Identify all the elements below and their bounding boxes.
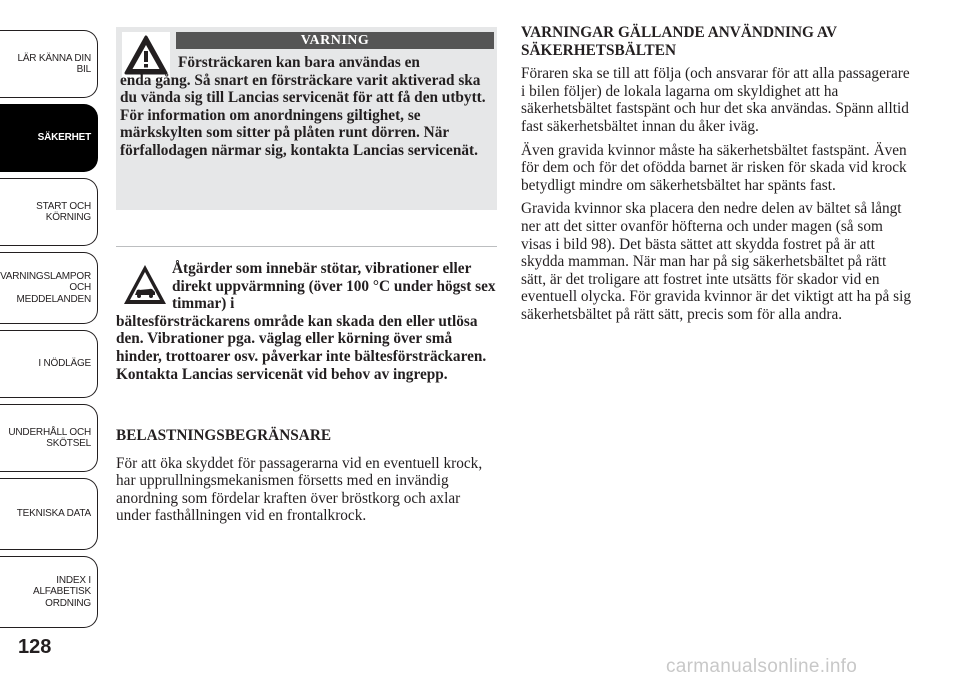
tab-index[interactable]: INDEX I ALFABETISK ORDNING	[0, 556, 98, 628]
watermark: carmanualsonline.info	[666, 656, 858, 677]
load-limiter-heading: BELASTNINGSBEGRÄNSARE	[116, 427, 332, 444]
page-number: 128	[18, 636, 52, 658]
caution-lead: Åtgärder som innebär stötar, vibrationer eller direkt uppvärmning (över 100 °C under högst sex timmar) i	[172, 260, 496, 313]
belt-warnings-heading: VARNINGAR GÄLLANDE ANVÄNDNING AV SÄKERHETSBÄLTEN	[521, 24, 837, 59]
section-divider	[116, 246, 497, 247]
caution-text	[116, 260, 496, 383]
load-limiter-section	[116, 427, 496, 531]
tab-emergency[interactable]: I NÖDLÄGE	[0, 330, 98, 398]
belt-warnings-paragraph: Föraren ska se till att följa (och ansvarar för att alla passagerare i bilen följer) de lokala lagarna om skyldighet att ha säkerhetsbältet fastspänt och hur det ska användas. Spänn alltid fast säkerhetsbältet innan du åker iväg.	[521, 65, 910, 135]
tab-safety[interactable]: SÄKERHET	[0, 104, 98, 172]
tab-start-driving[interactable]: START OCH KÖRNING	[0, 178, 98, 246]
warning-text	[120, 54, 494, 160]
tab-get-to-know-car[interactable]: LÄR KÄNNA DIN BIL	[0, 30, 98, 98]
tab-warning-lights[interactable]: VARNINGSLAMPOR OCH MEDDELANDEN	[0, 252, 98, 324]
warning-first-line: Försträckaren kan bara användas en	[178, 54, 420, 71]
load-limiter-body: För att öka skyddet för passagerarna vid en eventuell krock, har upprullningsmekanismen försetts med en invändig anordning som fördelar kraften över bröstkorg och axlar under fasthållningen vid en frontalkrock.	[116, 454, 483, 525]
tab-maintenance[interactable]: UNDERHÅLL OCH SKÖTSEL	[0, 404, 98, 472]
belt-warnings-paragraph: Även gravida kvinnor måste ha säkerhetsbältet fastspänt. Även för dem och för det ofödda barnet är risken för skada vid krock betydligt mindre om säkerhetsbältet har spänts fast.	[521, 141, 907, 194]
belt-warnings-paragraph: Gravida kvinnor ska placera den nedre delen av bältet så långt ner att det sitter ovanför höfterna och under magen (så som visas i bild 98). Det bästa sättet att skydda fostret på är att skydda mamman. När man har på sig säkerhetsbältet på rätt sätt, är det troligare att fostret inte utsätts för skador vid en eventuell olycka. För gravida kvinnor är det viktigt att ha på sig säkerhetsbältet på rätt sätt, precis som för alla andra.	[521, 200, 911, 323]
caution-body: bältesförsträckarens område kan skada den eller utlösa den. Vibrationer pga. väglag eller körning över små hinder, trottoarer osv. påverkar inte bältesförsträckaren. Kontakta Lancias servicenät vid behov av ingrepp.	[116, 312, 487, 383]
warning-banner: VARNING	[176, 32, 494, 49]
tab-technical-data[interactable]: TEKNISKA DATA	[0, 478, 98, 550]
warning-body: enda gång. Så snart en försträckare varit aktiverad ska du vända sig till Lancias servicenät för att få den utbytt. För information om anordningens giltighet, se märkskylten som sitter på plåten runt dörren. När förfallodagen närmar sig, kontakta Lancias servicenät.	[120, 71, 486, 159]
belt-warnings-section	[521, 24, 911, 330]
